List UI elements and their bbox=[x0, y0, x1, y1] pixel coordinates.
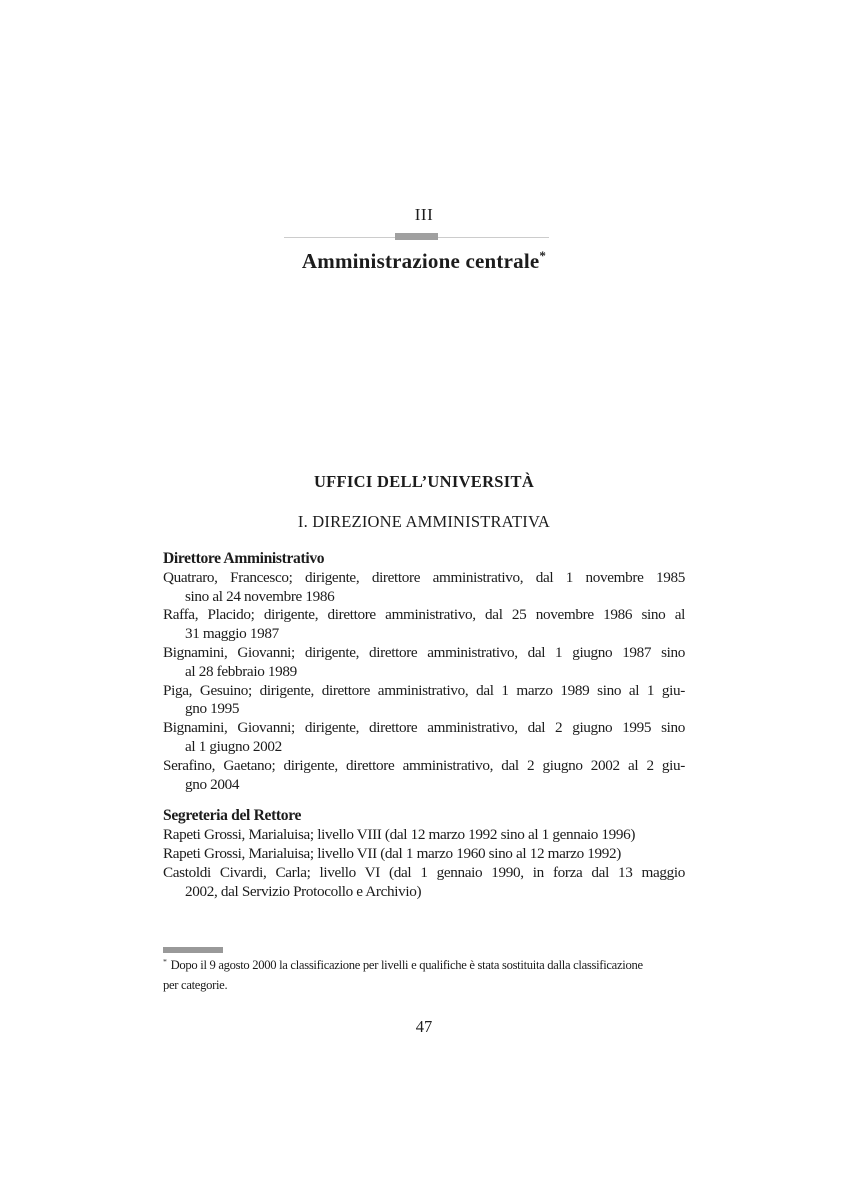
footnote-text: Dopo il 9 agosto 2000 la classificazione per livelli e qualifiche è stata sostituita dalla classificazione bbox=[170, 958, 643, 972]
footnote-line bbox=[163, 956, 723, 976]
entry-line: Serafino, Gaetano; dirigente, direttore amministrativo, dal 2 giugno 2002 al 2 giu- bbox=[163, 756, 685, 774]
footnote-text: per categorie. bbox=[163, 977, 228, 992]
entry-line: Bignamini, Giovanni; dirigente, direttore amministrativo, dal 2 giugno 1995 sino bbox=[163, 719, 685, 737]
entry-line: Rapeti Grossi, Marialuisa; livello VII (dal 1 marzo 1960 sino al 12 marzo 1992) bbox=[163, 844, 621, 862]
entry-line: al 1 giugno 2002 bbox=[185, 737, 282, 755]
footnote-line bbox=[163, 976, 723, 996]
page-number: 47 bbox=[415, 1017, 433, 1036]
section-segreteria-del-rettore bbox=[163, 807, 685, 901]
footnote-separator-bar bbox=[163, 947, 223, 953]
title-footnote-marker: * bbox=[539, 248, 547, 263]
page-title bbox=[0, 249, 848, 274]
entry-line: gno 2004 bbox=[185, 775, 240, 793]
subsection-heading-direzione: I. DIREZIONE AMMINISTRATIVA bbox=[297, 512, 551, 531]
entry-line: sino al 24 novembre 1986 bbox=[185, 587, 335, 605]
entry-line: Bignamini, Giovanni; dirigente, direttore amministrativo, dal 1 giugno 1987 sino bbox=[163, 643, 685, 661]
entry-line: gno 1995 bbox=[185, 700, 240, 718]
entry-line: 31 maggio 1987 bbox=[185, 625, 279, 643]
section-heading-uffici: UFFICI DELL’UNIVERSITÀ bbox=[313, 472, 535, 491]
chapter-divider-bar bbox=[395, 233, 438, 240]
body-content bbox=[163, 550, 685, 901]
entry-line: Piga, Gesuino; dirigente, direttore amministrativo, dal 1 marzo 1989 sino al 1 giu- bbox=[163, 681, 685, 699]
entry-line: Castoldi Civardi, Carla; livello VI (dal 1 gennaio 1990, in forza dal 13 maggio bbox=[163, 863, 685, 881]
subsection-title: Direttore Amministrativo bbox=[163, 550, 325, 567]
entry-line: Rapeti Grossi, Marialuisa; livello VIII (dal 12 marzo 1992 sino al 1 gennaio 1996) bbox=[163, 826, 636, 844]
entry-list bbox=[163, 569, 685, 795]
footnote bbox=[163, 956, 723, 995]
entry-line: Quatraro, Francesco; dirigente, direttore amministrativo, dal 1 novembre 1985 bbox=[163, 568, 685, 586]
footnote-marker: * bbox=[163, 956, 167, 966]
page-title-text: Amministrazione centrale bbox=[301, 249, 540, 273]
entry-line: Raffa, Placido; dirigente, direttore amministrativo, dal 25 novembre 1986 sino al bbox=[163, 606, 685, 624]
entry-list bbox=[163, 826, 685, 901]
subsection-title: Segreteria del Rettore bbox=[163, 807, 302, 825]
section-direttore-amministrativo bbox=[163, 550, 685, 794]
entry-line: 2002, dal Servizio Protocollo e Archivio) bbox=[185, 882, 422, 900]
entry-line: al 28 febbraio 1989 bbox=[185, 662, 297, 680]
chapter-number: III bbox=[414, 205, 434, 224]
